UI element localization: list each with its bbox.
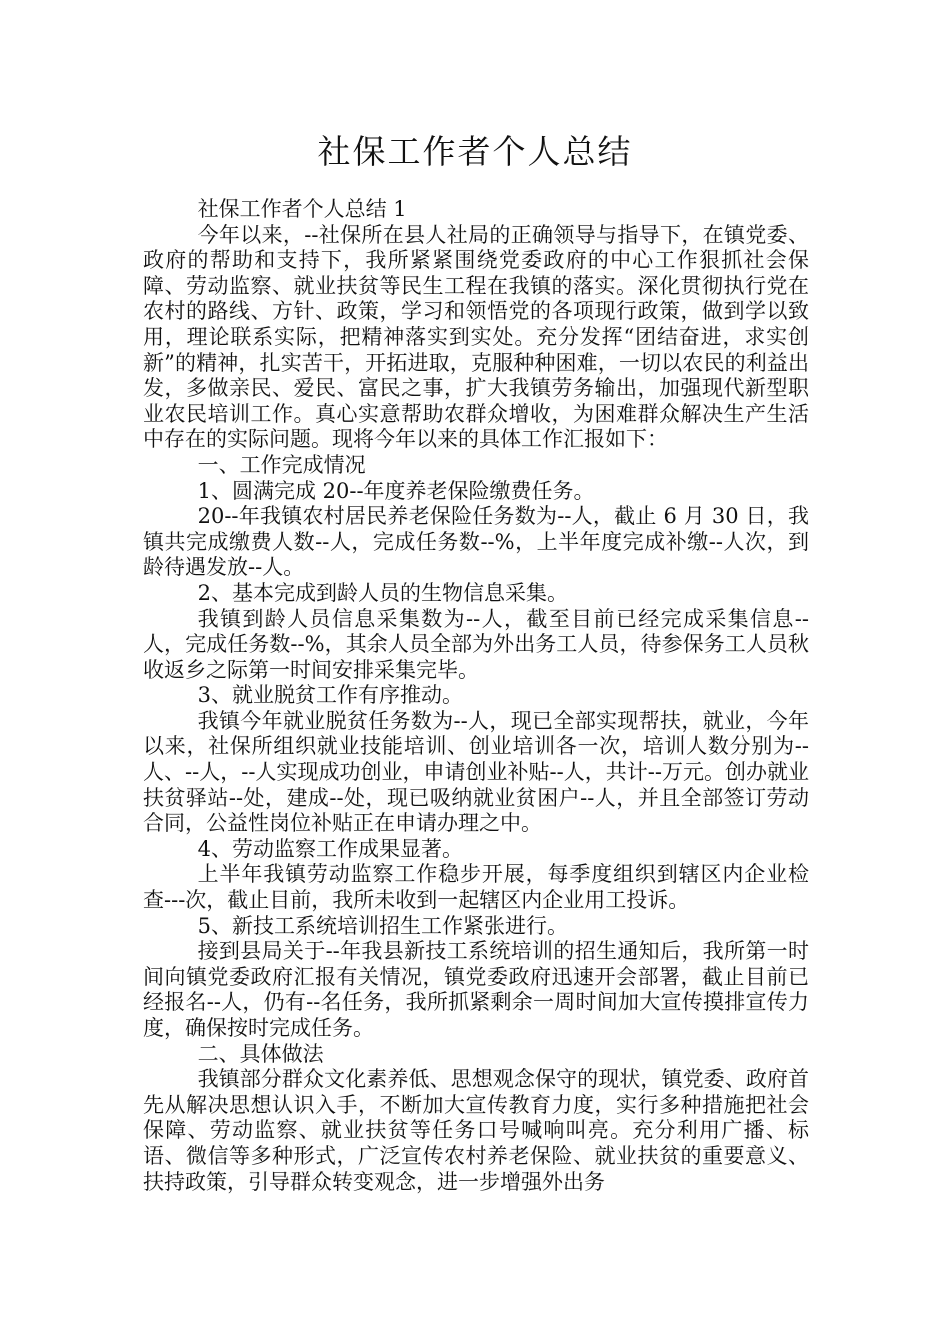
item-heading-employment: 3、就业脱贫工作有序推动。 — [197, 683, 463, 708]
paragraph-subtitle: 社保工作者个人总结 1 — [197, 197, 407, 221]
paragraph-labor-inspection: 上半年我镇劳动监察工作稳步开展，每季度组织到辖区内企业检查---次，截止目前，我所未收到一起辖区内企业用工投诉。 — [143, 862, 809, 913]
document-body — [143, 197, 809, 1195]
item-heading-pension: 1、圆满完成 20--年度养老保险缴费任务。 — [197, 478, 595, 503]
section-heading-methods: 二、具体做法 — [197, 1041, 324, 1066]
paragraph-employment: 我镇今年就业脱贫任务数为--人，现已全部实现帮扶，就业，今年以来，社保所组织就业技能培训、创业培训各一次，培训人数分别为--人、--人，--人实现成功创业，申请创业补贴--人，共计--万元。创办就业扶贫驿站--处，建成--处，现已吸纳就业贫困户--人，并且全部签订劳动合同，公益性岗位补贴正在申请办理之中。 — [143, 708, 809, 836]
item-heading-biometric: 2、基本完成到龄人员的生物信息采集。 — [197, 580, 568, 605]
paragraph-intro: 今年以来，--社保所在县人社局的正确领导与指导下，在镇党委、政府的帮助和支持下，我所紧紧围绕党委政府的中心工作狠抓社会保障、劳动监察、就业扶贫等民生工程在我镇的落实。深化贯彻执行党在农村的路线、方针、政策，学习和领悟党的各项现行政策，做到学以致用，理论联系实际，把精神落实到实处。充分发挥“团结奋进，求实创新”的精神，扎实苦干，开拓进取，克服种种困难，一切以农民的利益出发，多做亲民、爱民、富民之事，扩大我镇劳务输出，加强现代新型职业农民培训工作。真心实意帮助农群众增收，为困难群众解决生产生活中存在的实际问题。现将今年以来的具体工作汇报如下： — [143, 222, 809, 452]
paragraph-training: 接到县局关于--年我县新技工系统培训的招生通知后，我所第一时间向镇党委政府汇报有关情况，镇党委政府迅速开会部署，截止目前已经报名--人，仍有--名任务，我所抓紧剩余一周时间加大宣传摸排宣传力度，确保按时完成任务。 — [143, 939, 809, 1040]
item-heading-training: 5、新技工系统培训招生工作紧张进行。 — [197, 913, 568, 938]
paragraph-methods: 我镇部分群众文化素养低、思想观念保守的现状，镇党委、政府首先从解决思想认识入手，不断加大宣传教育力度，实行多种措施把社会保障、劳动监察、就业扶贫等任务口号喊响叫亮。充分利用广播、标语、微信等多种形式，广泛宣传农村养老保险、就业扶贫的重要意义、扶持政策，引导群众转变观念，进一步增强外出务 — [143, 1067, 809, 1194]
document-title: 社保工作者个人总结 — [317, 132, 633, 171]
item-heading-labor-inspection: 4、劳动监察工作成果显著。 — [197, 836, 463, 861]
section-heading-work-completion: 一、工作完成情况 — [197, 452, 366, 477]
paragraph-biometric: 我镇到龄人员信息采集数为--人，截至目前已经完成采集信息--人，完成任务数--%，其余人员全部为外出务工人员，待参保务工人员秋收返乡之际第一时间安排采集完毕。 — [143, 606, 809, 682]
paragraph-pension: 20--年我镇农村居民养老保险任务数为--人，截止 6 月 30 日，我镇共完成缴费人数--人，完成任务数--%，上半年度完成补缴--人次，到龄待遇发放--人。 — [143, 504, 809, 580]
